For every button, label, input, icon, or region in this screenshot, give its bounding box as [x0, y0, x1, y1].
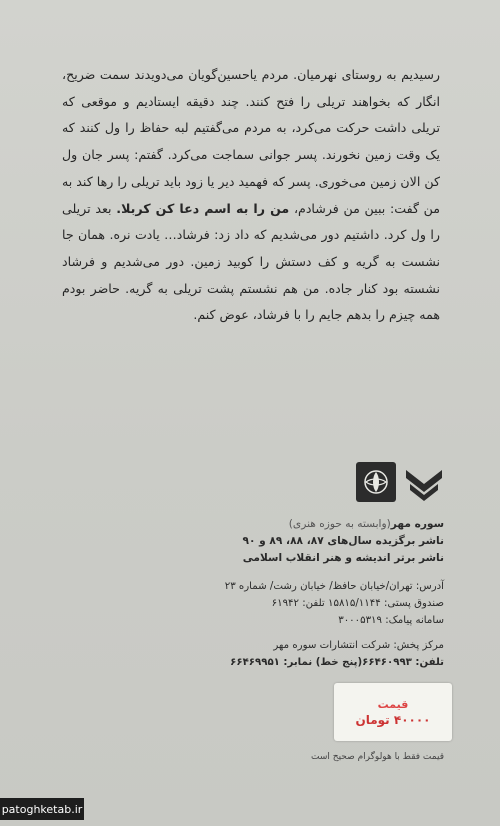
soore-mehr-logo-icon	[404, 462, 444, 502]
excerpt-text-part1: رسیدیم به روستای نهرمیان. مردم یاحسین‌گویان می‌دویدند سمت ضریح، انگار که بخواهند تریلی را فتح کنند. چند دقیقه ایستادیم و موقعی که تریلی داشت حرکت می‌کرد، به مردم می‌گفتیم لبه حفاظ را ول کنند که یک وقت زمین نخورند. پسر جوانی سماجت می‌کرد. گفتم: پسر جان ول کن الان زمین می‌خوری. پسر که فهمید دیر یا زود باید تریلی را رها کند به من گفت: ببین من فرشادم،	[62, 67, 440, 216]
publisher-affiliation: (وابسته به حوزه هنری)	[288, 518, 391, 530]
site-watermark: patoghketab.ir	[0, 798, 84, 820]
publisher-info	[114, 516, 444, 567]
excerpt-bold-quote: من را به اسم دعا کن کربلا.	[116, 200, 290, 216]
address-sms: سامانه پیامک: ۳۰۰۰۵۳۱۹	[338, 615, 444, 626]
excerpt-passage	[62, 62, 440, 329]
price-label: قیمت	[377, 697, 409, 711]
publisher-name-line	[114, 516, 444, 533]
contact-phone: تلفن: ۶۶۴۶۰۹۹۳(پنج خط) نمابر: ۶۶۴۶۹۹۵۱	[230, 657, 444, 668]
address-street: آدرس: تهران/خیابان حافظ/ خیابان رشت/ شماره ۲۳	[224, 581, 444, 592]
publisher-name: سوره مهر	[390, 518, 444, 530]
distribution-center: مرکز پخش: شرکت انتشارات سوره مهر	[273, 640, 444, 651]
hozeh-honari-logo-icon	[356, 462, 396, 502]
publisher-address	[104, 578, 444, 671]
publisher-award: ناشر برگزیده سال‌های ۸۷، ۸۸، ۸۹ و ۹۰	[242, 535, 444, 547]
hologram-note: قیمت فقط با هولوگرام صحیح است	[311, 752, 444, 762]
price-value: ۴۰۰۰۰ تومان	[355, 712, 431, 727]
publisher-institution: ناشر برتر اندیشه و هنر انقلاب اسلامی	[242, 552, 444, 564]
excerpt-text-part2: بعد تریلی را ول کرد. داشتیم دور می‌شدیم که داد زد: فرشاد… یادت نره. همان جا نشست به گریه و کف دستش را کوبید زمین. دور می‌شدیم و فرشاد نشسته بود کنار جاده. من هم نشستم پشت تریلی به گریه. حاضر بودم همه چیزم را بدهم جایم را با فرشاد، عوض کنم.	[62, 200, 440, 323]
address-pobox: صندوق پستی: ۱۵۸۱۵/۱۱۴۴ تلفن: ۶۱۹۴۲	[271, 598, 444, 609]
price-sticker	[334, 683, 452, 741]
publisher-logos	[344, 458, 444, 506]
